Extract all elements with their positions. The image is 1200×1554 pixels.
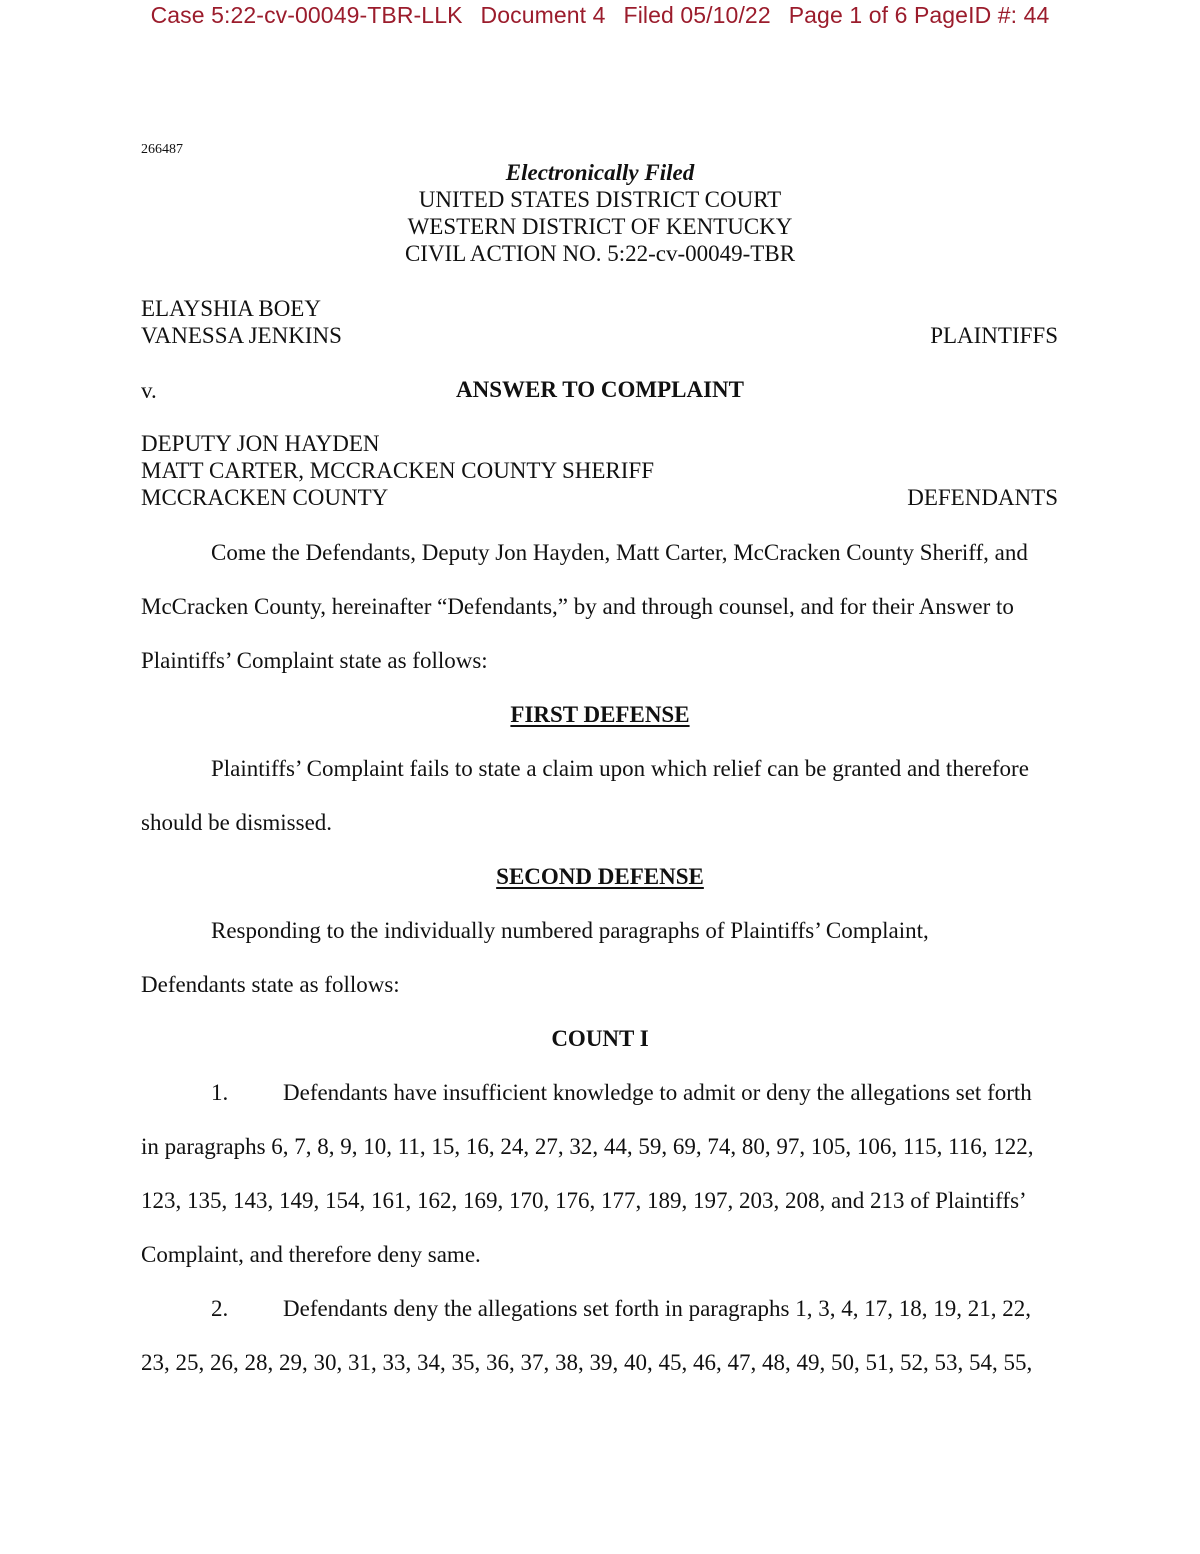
plaintiffs-label: PLAINTIFFS — [930, 323, 1058, 348]
second-defense-line: Defendants state as follows: — [141, 972, 400, 997]
intro-line: McCracken County, hereinafter “Defendants,” by and through counsel, and for their Answer to — [141, 594, 1014, 619]
count-heading: COUNT I — [551, 1026, 649, 1051]
second-defense-line: Responding to the individually numbered paragraphs of Plaintiffs’ Complaint, — [211, 918, 929, 943]
intro-line: Come the Defendants, Deputy Jon Hayden, Matt Carter, McCracken County Sheriff, and — [211, 540, 1028, 565]
defendants-label: DEFENDANTS — [907, 485, 1058, 510]
paragraph-number: 2. — [211, 1296, 229, 1321]
page-id: Page 1 of 6 PageID #: 44 — [788, 2, 1050, 28]
versus: v. — [141, 378, 157, 403]
ecf-header-stamp — [0, 2, 1200, 29]
first-defense-line: Plaintiffs’ Complaint fails to state a claim upon which relief can be granted and therefore — [211, 756, 1029, 781]
first-defense-line: should be dismissed. — [141, 810, 333, 835]
district-name: WESTERN DISTRICT OF KENTUCKY — [407, 214, 793, 239]
electronically-filed-note: Electronically Filed — [505, 160, 695, 185]
plaintiff-name: ELAYSHIA BOEY — [141, 296, 321, 321]
paragraph-line: Defendants deny the allegations set forth in paragraphs 1, 3, 4, 17, 18, 19, 21, 22, — [283, 1296, 1031, 1321]
court-name: UNITED STATES DISTRICT COURT — [418, 187, 782, 212]
paragraph-number: 1. — [211, 1080, 229, 1105]
intro-line: Plaintiffs’ Complaint state as follows: — [141, 648, 488, 673]
filed-date: Filed 05/10/22 — [623, 2, 771, 28]
document-title: ANSWER TO COMPLAINT — [456, 377, 744, 402]
defendant-name: DEPUTY JON HAYDEN — [141, 431, 380, 456]
document-number: Document 4 — [480, 2, 606, 28]
paragraph-line: Defendants have insufficient knowledge to admit or deny the allegations set forth — [283, 1080, 1032, 1105]
defendant-name: MATT CARTER, MCCRACKEN COUNTY SHERIFF — [141, 458, 654, 483]
civil-action-number: CIVIL ACTION NO. 5:22-cv-00049-TBR — [404, 241, 796, 266]
caption-block — [0, 159, 1200, 267]
plaintiff-name: VANESSA JENKINS — [141, 323, 342, 348]
second-defense-heading: SECOND DEFENSE — [496, 864, 704, 889]
case-number: Case 5:22-cv-00049-TBR-LLK — [150, 2, 463, 28]
paragraph-line: 123, 135, 143, 149, 154, 161, 162, 169, 170, 176, 177, 189, 197, 203, 208, and 213 of Plaintiffs’ — [141, 1188, 1027, 1213]
doc-number: 266487 — [141, 142, 183, 157]
paragraph-line: 23, 25, 26, 28, 29, 30, 31, 33, 34, 35, 36, 37, 38, 39, 40, 45, 46, 47, 48, 49, 50, 51, 52, 53, 54, 55, — [141, 1350, 1033, 1375]
defendant-name: MCCRACKEN COUNTY — [141, 485, 389, 510]
first-defense-heading: FIRST DEFENSE — [510, 702, 690, 727]
paragraph-line: Complaint, and therefore deny same. — [141, 1242, 481, 1267]
paragraph-line: in paragraphs 6, 7, 8, 9, 10, 11, 15, 16, 24, 27, 32, 44, 59, 69, 74, 80, 97, 105, 106, 115, 116, 122, — [141, 1134, 1034, 1159]
